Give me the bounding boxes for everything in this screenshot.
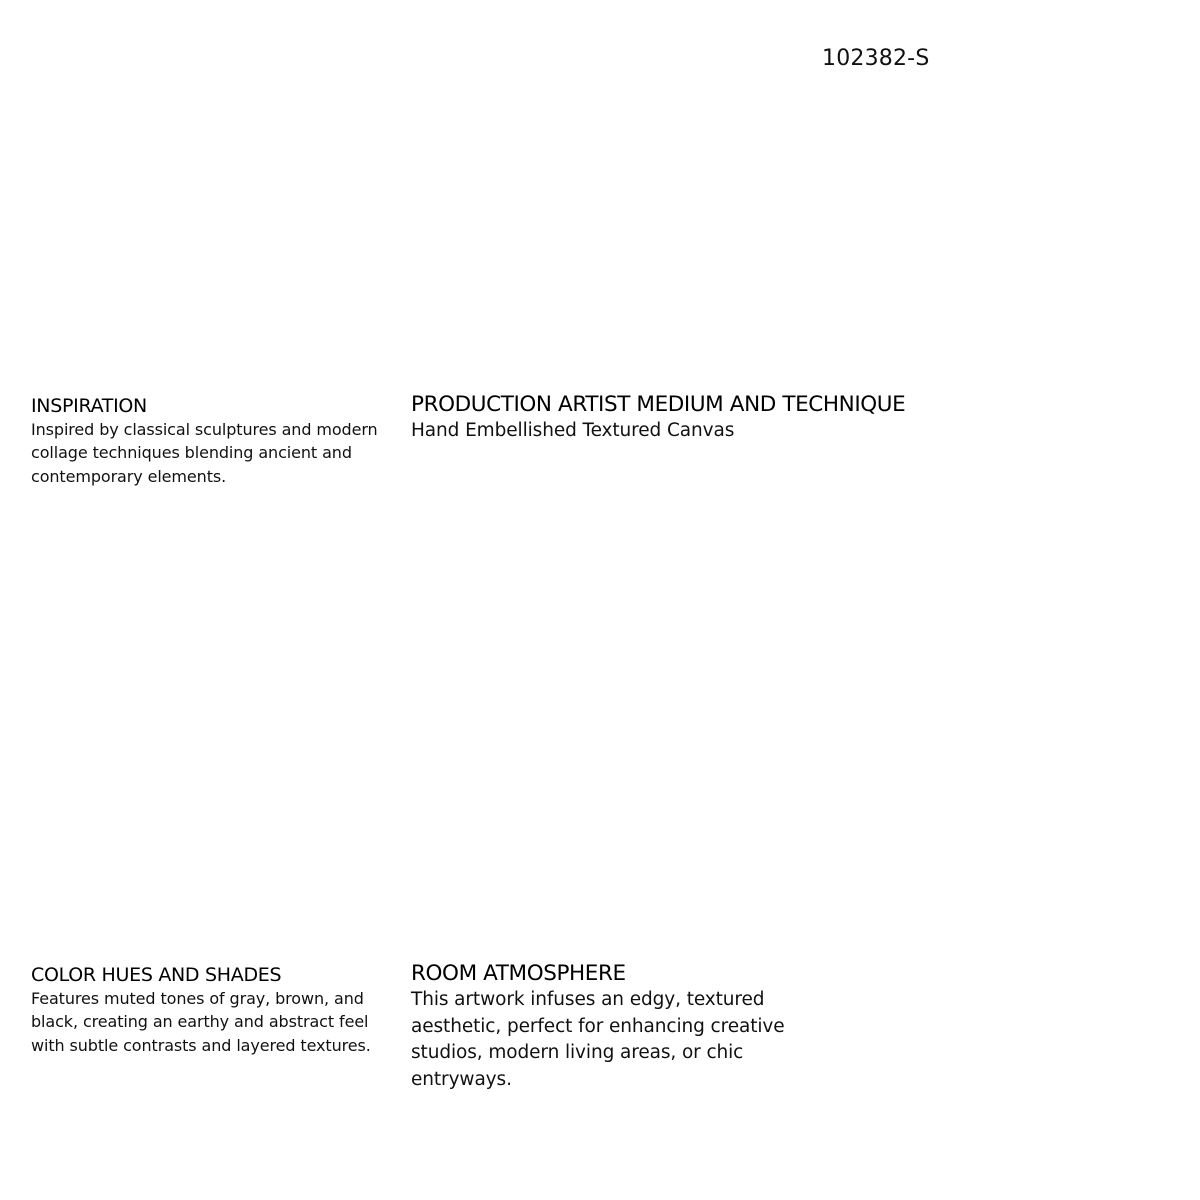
- production-heading: PRODUCTION ARTIST MEDIUM AND TECHNIQUE: [411, 392, 906, 417]
- product-sku: 102382-S: [822, 46, 930, 71]
- inspiration-heading: INSPIRATION: [31, 395, 147, 417]
- color-heading: COLOR HUES AND SHADES: [31, 964, 282, 986]
- production-section: [411, 392, 931, 445]
- production-text: Hand Embellished Textured Canvas: [411, 420, 735, 441]
- inspiration-text: Inspired by classical sculptures and modern collage techniques blending ancient and contemporary elements.: [31, 420, 378, 486]
- color-section: [31, 963, 376, 1057]
- room-atmosphere-section: [411, 961, 786, 1094]
- inspiration-section: [31, 394, 381, 488]
- room-atmosphere-text: This artwork infuses an edgy, textured aesthetic, perfect for enhancing creative studios, modern living areas, or chic entryways.: [411, 989, 785, 1091]
- room-atmosphere-heading: ROOM ATMOSPHERE: [411, 961, 626, 986]
- color-text: Features muted tones of gray, brown, and black, creating an earthy and abstract feel with subtle contrasts and layered textures.: [31, 989, 371, 1055]
